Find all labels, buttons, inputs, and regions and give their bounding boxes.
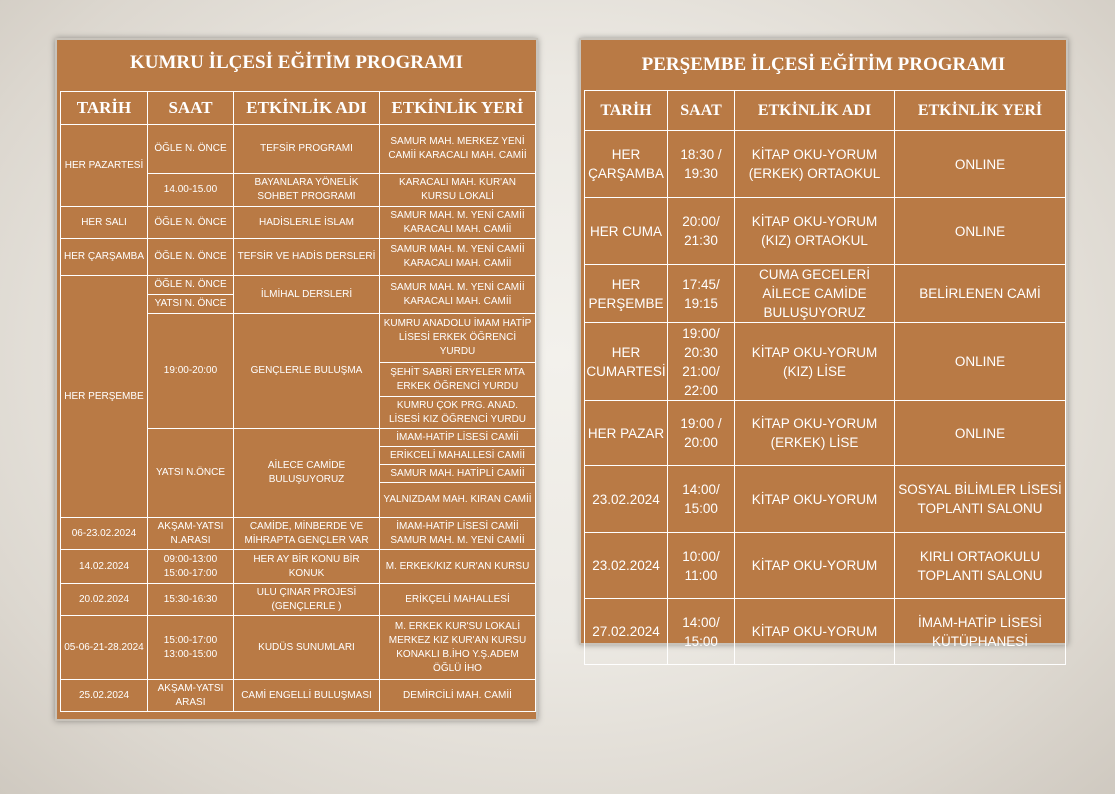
cell-yer: BELİRLENEN CAMİ [895, 265, 1066, 323]
cell-etkinlik: CAMİDE, MİNBERDE VE MİHRAPTA GENÇLER VAR [234, 518, 380, 550]
table-row [61, 276, 536, 295]
cell-saat: 14.00-15.00 [148, 174, 234, 207]
cell-etkinlik: KİTAP OKU-YORUM [735, 533, 895, 599]
cell-yer: İMAM-HATİP LİSESİ CAMİİ [380, 429, 536, 447]
table-header-row [585, 91, 1066, 131]
cell-yer: SAMUR MAH. HATİPLİ CAMİİ [380, 465, 536, 483]
header-etkinlik-adi: ETKİNLİK ADI [234, 92, 380, 125]
cell-yer: ONLINE [895, 401, 1066, 466]
cell-yer: KARACALI MAH. KUR'AN KURSU LOKALİ [380, 174, 536, 207]
cell-saat: 17:45/ 19:15 [668, 265, 735, 323]
cell-yer: KUMRU ANADOLU İMAM HATİP LİSESİ ERKEK ÖĞRENCİ YURDU [380, 314, 536, 363]
cell-saat: AKŞAM-YATSI ARASI [148, 680, 234, 712]
cell-etkinlik: CUMA GECELERİ AİLECE CAMİDE BULUŞUYORUZ [735, 265, 895, 323]
table-row [61, 207, 536, 239]
cell-tarih: HER ÇARŞAMBA [61, 239, 148, 276]
cell-tarih: 14.02.2024 [61, 550, 148, 584]
cell-tarih: 25.02.2024 [61, 680, 148, 712]
cell-etkinlik: TEFSİR VE HADİS DERSLERİ [234, 239, 380, 276]
cell-saat: YATSI N. ÖNCE [148, 295, 234, 314]
cell-etkinlik: ULU ÇINAR PROJESİ (GENÇLERLE ) [234, 584, 380, 616]
table-row [61, 616, 536, 680]
table-row [585, 401, 1066, 466]
cell-etkinlik: KİTAP OKU-YORUM (ERKEK) LİSE [735, 401, 895, 466]
cell-saat: 10:00/ 11:00 [668, 533, 735, 599]
cell-tarih: 27.02.2024 [585, 599, 668, 665]
table-row [585, 533, 1066, 599]
cell-etkinlik: KUDÜS SUNUMLARI [234, 616, 380, 680]
table-row [585, 466, 1066, 533]
cell-yer: ERİKÇELİ MAHALLESİ [380, 584, 536, 616]
cell-etkinlik: TEFSİR PROGRAMI [234, 125, 380, 174]
cell-etkinlik: GENÇLERLE BULUŞMA [234, 314, 380, 429]
cell-yer: ERİKCELİ MAHALLESİ CAMİİ [380, 447, 536, 465]
cell-saat: 14:00/ 15:00 [668, 466, 735, 533]
cell-etkinlik: KİTAP OKU-YORUM (KIZ) ORTAOKUL [735, 198, 895, 265]
cell-saat: 19:00 / 20:00 [668, 401, 735, 466]
header-etkinlik-yeri: ETKİNLİK YERİ [895, 91, 1066, 131]
cell-yer: KUMRU ÇOK PRG. ANAD. LİSESİ KIZ ÖĞRENCİ YURDU [380, 397, 536, 429]
cell-yer: KIRLI ORTAOKULU TOPLANTI SALONU [895, 533, 1066, 599]
cell-yer: SAMUR MAH. M. YENİ CAMİİ KARACALI MAH. CAMİİ [380, 207, 536, 239]
cell-etkinlik: KİTAP OKU-YORUM [735, 466, 895, 533]
cell-yer: İMAM-HATİP LİSESİ CAMİİ SAMUR MAH. M. YENİ CAMİİ [380, 518, 536, 550]
cell-tarih: HER CUMARTESİ [585, 323, 668, 401]
cell-yer: ONLINE [895, 198, 1066, 265]
cell-tarih: HER PAZARTESİ [61, 125, 148, 207]
table-row [61, 680, 536, 712]
cell-tarih: HER PERŞEMBE [61, 276, 148, 518]
kumru-schedule-table [60, 91, 536, 712]
cell-saat: 20:00/ 21:30 [668, 198, 735, 265]
cell-yer: M. ERKEK KUR'SU LOKALİ MERKEZ KIZ KUR'AN KURSU KONAKLI B.İHO Y.Ş.ADEM ÖĞLÜ İHO [380, 616, 536, 680]
cell-tarih: HER SALI [61, 207, 148, 239]
cell-saat: 19:00/ 20:30 21:00/ 22:00 [668, 323, 735, 401]
cell-tarih: 23.02.2024 [585, 466, 668, 533]
table-row [61, 518, 536, 550]
cell-saat: 19:00-20:00 [148, 314, 234, 429]
cell-saat: 15:30-16:30 [148, 584, 234, 616]
cell-yer: İMAM-HATİP LİSESİ KÜTÜPHANESİ [895, 599, 1066, 665]
cell-tarih: HER CUMA [585, 198, 668, 265]
header-etkinlik-yeri: ETKİNLİK YERİ [380, 92, 536, 125]
persembe-program-panel [579, 38, 1068, 649]
cell-yer: YALNIZDAM MAH. KIRAN CAMİİ [380, 483, 536, 518]
cell-etkinlik: HADİSLERLE İSLAM [234, 207, 380, 239]
cell-saat: 15:00-17:00 13:00-15:00 [148, 616, 234, 680]
table-header-row [61, 92, 536, 125]
persembe-schedule-table [584, 90, 1066, 665]
cell-tarih: HER PERŞEMBE [585, 265, 668, 323]
cell-etkinlik: KİTAP OKU-YORUM (KIZ) LİSE [735, 323, 895, 401]
cell-etkinlik: BAYANLARA YÖNELİK SOHBET PROGRAMI [234, 174, 380, 207]
cell-saat: 14:00/ 15:00 [668, 599, 735, 665]
cell-tarih: 06-23.02.2024 [61, 518, 148, 550]
cell-etkinlik: AİLECE CAMİDE BULUŞUYORUZ [234, 429, 380, 518]
kumru-title: KUMRU İLÇESİ EĞİTİM PROGRAMI [129, 52, 464, 73]
cell-yer: DEMİRCİLİ MAH. CAMİİ [380, 680, 536, 712]
cell-tarih: 05-06-21-28.2024 [61, 616, 148, 680]
kumru-program-panel [55, 38, 538, 721]
table-row [61, 125, 536, 174]
header-saat: SAAT [148, 92, 234, 125]
cell-etkinlik: KİTAP OKU-YORUM (ERKEK) ORTAOKUL [735, 131, 895, 198]
header-tarih: TARİH [61, 92, 148, 125]
cell-saat: 09:00-13:00 15:00-17:00 [148, 550, 234, 584]
cell-saat: ÖĞLE N. ÖNCE [148, 239, 234, 276]
cell-tarih: 23.02.2024 [585, 533, 668, 599]
cell-yer: SAMUR MAH. M. YENİ CAMİİ KARACALI MAH. CAMİİ [380, 276, 536, 314]
cell-saat: 18:30 / 19:30 [668, 131, 735, 198]
table-row [585, 265, 1066, 323]
cell-etkinlik: HER AY BİR KONU BİR KONUK [234, 550, 380, 584]
cell-yer: ONLINE [895, 131, 1066, 198]
cell-saat: ÖĞLE N. ÖNCE [148, 207, 234, 239]
cell-yer: SAMUR MAH. MERKEZ YENİ CAMİİ KARACALI MAH. CAMİİ [380, 125, 536, 174]
table-row [585, 323, 1066, 401]
cell-saat: AKŞAM-YATSI N.ARASI [148, 518, 234, 550]
cell-saat: ÖĞLE N. ÖNCE [148, 125, 234, 174]
cell-etkinlik: İLMİHAL DERSLERİ [234, 276, 380, 314]
cell-tarih: 20.02.2024 [61, 584, 148, 616]
header-etkinlik-adi: ETKİNLİK ADI [735, 91, 895, 131]
cell-tarih: HER ÇARŞAMBA [585, 131, 668, 198]
cell-etkinlik: CAMİ ENGELLİ BULUŞMASI [234, 680, 380, 712]
cell-yer: M. ERKEK/KIZ KUR'AN KURSU [380, 550, 536, 584]
header-saat: SAAT [668, 91, 735, 131]
persembe-title: PERŞEMBE İLÇESİ EĞİTİM PROGRAMI [641, 54, 1006, 75]
table-row [585, 599, 1066, 665]
cell-yer: ŞEHİT SABRİ ERYELER MTA ERKEK ÖĞRENCİ YURDU [380, 363, 536, 397]
table-row [585, 198, 1066, 265]
cell-etkinlik: KİTAP OKU-YORUM [735, 599, 895, 665]
cell-yer: ONLINE [895, 323, 1066, 401]
cell-yer: SOSYAL BİLİMLER LİSESİ TOPLANTI SALONU [895, 466, 1066, 533]
cell-saat: ÖĞLE N. ÖNCE [148, 276, 234, 295]
cell-saat: YATSI N.ÖNCE [148, 429, 234, 518]
table-row [61, 550, 536, 584]
table-row [585, 131, 1066, 198]
cell-yer: SAMUR MAH. M. YENİ CAMİİ KARACALI MAH. CAMİİ [380, 239, 536, 276]
table-row [61, 239, 536, 276]
header-tarih: TARİH [585, 91, 668, 131]
table-row [61, 584, 536, 616]
cell-tarih: HER PAZAR [585, 401, 668, 466]
